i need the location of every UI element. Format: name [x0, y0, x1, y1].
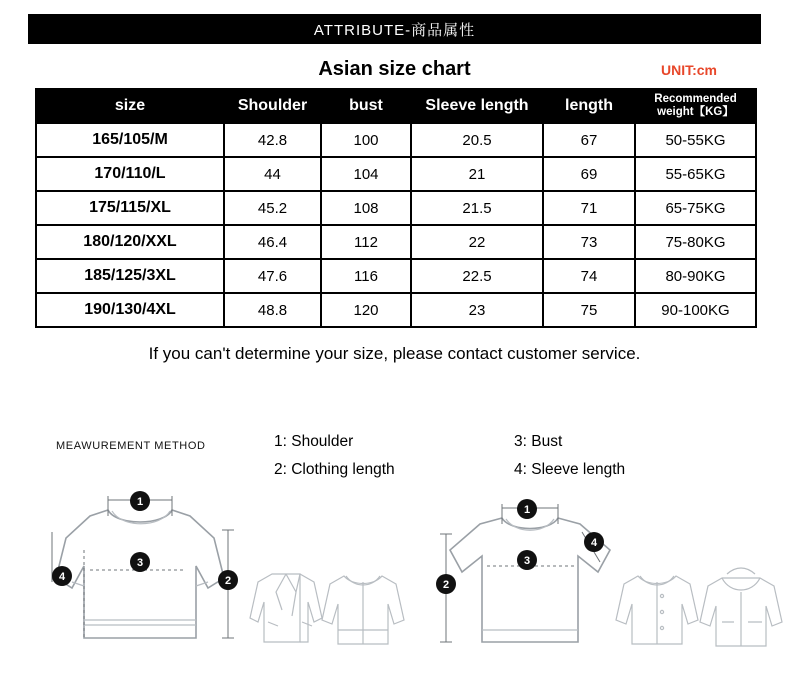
- column-header-sleeve-length: Sleeve length: [411, 89, 543, 123]
- cell-weight: 75-80KG: [635, 225, 756, 259]
- cell-shoulder: 42.8: [224, 123, 321, 157]
- cell-shoulder: 48.8: [224, 293, 321, 327]
- table-header-row: [36, 89, 756, 123]
- cell-bust: 108: [321, 191, 411, 225]
- table-row: [36, 157, 756, 191]
- cell-sleeve: 21: [411, 157, 543, 191]
- marker-3-badge: [517, 550, 537, 570]
- cell-length: 67: [543, 123, 635, 157]
- cell-sleeve: 21.5: [411, 191, 543, 225]
- marker-3-text: 3: [523, 555, 531, 567]
- cell-bust: 112: [321, 225, 411, 259]
- cell-bust: 104: [321, 157, 411, 191]
- customer-service-note: If you can't determine your size, please contact customer service.: [148, 344, 641, 363]
- column-header-shoulder: Shoulder: [224, 89, 321, 123]
- attribute-header-title: ATTRIBUTE-商品属性: [313, 21, 476, 39]
- cell-shoulder: 44: [224, 157, 321, 191]
- marker-3-badge: [130, 552, 150, 572]
- marker-4-text: 4: [58, 571, 66, 583]
- cell-shoulder: 46.4: [224, 225, 321, 259]
- column-header-length: length: [543, 89, 635, 123]
- cell-size: 170/110/L: [36, 157, 224, 191]
- legend-item-sleeve-length: 4: Sleeve length: [514, 461, 626, 478]
- table-row: [36, 293, 756, 327]
- marker-2-text: 2: [442, 579, 450, 591]
- table-row: [36, 191, 756, 225]
- cell-weight: 80-90KG: [635, 259, 756, 293]
- hoodie-illustration: [700, 568, 782, 646]
- cell-bust: 120: [321, 293, 411, 327]
- page-title: Asian size chart: [318, 58, 471, 80]
- marker-1-text: 1: [136, 496, 144, 508]
- table-row: [36, 123, 756, 157]
- legend-item-shoulder: 1: Shoulder: [274, 433, 354, 450]
- cell-size: 180/120/XXL: [36, 225, 224, 259]
- marker-2-text: 2: [224, 575, 232, 587]
- column-header-size: size: [36, 89, 224, 123]
- long-sleeve-shirt-illustration: [52, 491, 238, 638]
- cell-bust: 116: [321, 259, 411, 293]
- column-header-bust: bust: [321, 89, 411, 123]
- marker-1-text: 1: [523, 504, 531, 516]
- cell-size: 190/130/4XL: [36, 293, 224, 327]
- cell-length: 74: [543, 259, 635, 293]
- cell-size: 185/125/3XL: [36, 259, 224, 293]
- measurement-method-label: MEAWUREMENT METHOD: [56, 440, 206, 452]
- button-shirt-illustration: [616, 576, 698, 644]
- marker-1-badge: [517, 499, 537, 519]
- table-row: [36, 259, 756, 293]
- cell-length: 73: [543, 225, 635, 259]
- cell-length: 69: [543, 157, 635, 191]
- cell-size: 165/105/M: [36, 123, 224, 157]
- short-sleeve-tee-illustration: [436, 499, 610, 642]
- cell-bust: 100: [321, 123, 411, 157]
- cell-weight: 55-65KG: [635, 157, 756, 191]
- cell-sleeve: 22: [411, 225, 543, 259]
- marker-2-badge: [218, 570, 238, 590]
- size-chart-table: [35, 88, 757, 328]
- cell-sleeve: 23: [411, 293, 543, 327]
- cell-shoulder: 47.6: [224, 259, 321, 293]
- blazer-illustration: [250, 574, 322, 642]
- illustration-area: [0, 470, 789, 680]
- legend-item-clothing-length: 2: Clothing length: [274, 461, 395, 478]
- cell-sleeve: 22.5: [411, 259, 543, 293]
- marker-4-text: 4: [590, 537, 598, 549]
- cell-shoulder: 45.2: [224, 191, 321, 225]
- cell-length: 71: [543, 191, 635, 225]
- attribute-header-bar: [28, 14, 761, 44]
- cell-weight: 90-100KG: [635, 293, 756, 327]
- cell-length: 75: [543, 293, 635, 327]
- marker-1-badge: [130, 491, 150, 511]
- garment-diagrams: [0, 470, 789, 680]
- unit-label: UNIT:cm: [660, 62, 717, 78]
- legend-item-bust: 3: Bust: [514, 433, 563, 450]
- column-header-recommended-weight: Recommended weight【KG】: [635, 89, 756, 123]
- zip-jacket-illustration: [322, 576, 404, 644]
- cell-sleeve: 20.5: [411, 123, 543, 157]
- marker-3-text: 3: [136, 557, 144, 569]
- marker-2-badge: [436, 574, 456, 594]
- marker-4-badge: [52, 566, 72, 586]
- cell-weight: 50-55KG: [635, 123, 756, 157]
- cell-weight: 65-75KG: [635, 191, 756, 225]
- cell-size: 175/115/XL: [36, 191, 224, 225]
- marker-4-badge: [584, 532, 604, 552]
- table-row: [36, 225, 756, 259]
